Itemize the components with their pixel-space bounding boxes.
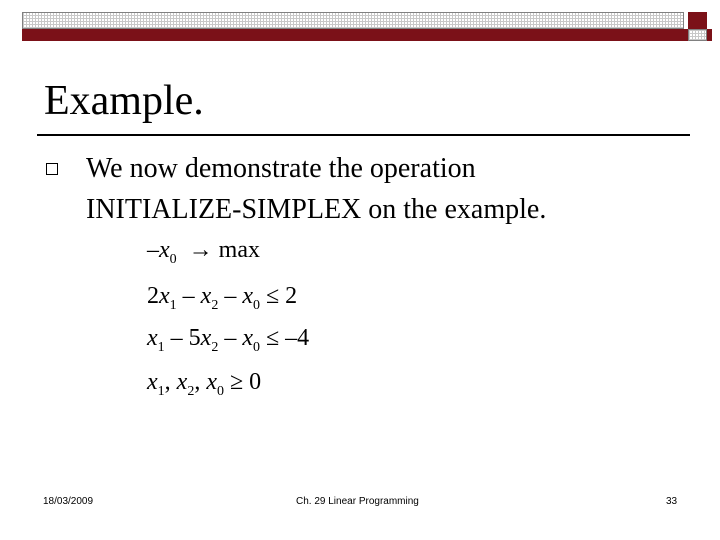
header-corner-grid [688, 29, 707, 41]
footer-course: Ch. 29 Linear Programming [296, 496, 419, 507]
slide-title: Example. [44, 78, 204, 124]
header-accent-bar [22, 29, 712, 41]
bullet-text [86, 148, 686, 230]
bullet-square-icon [46, 163, 58, 175]
objective-line: $-x_0 \to \max$ [147, 237, 260, 267]
constraint-2: $x_1 - 5x_2 - x_0 \le -4$ [147, 325, 310, 355]
footer-page-number: 33 [666, 496, 678, 507]
footer-date: 18/03/2009 [43, 496, 94, 507]
bullet-line-2: INITIALIZE-SIMPLEX on the example. [86, 194, 547, 225]
header-grid-band [22, 12, 684, 29]
header-corner-square [688, 12, 707, 29]
nonnegativity-constraint: $x_1$, $x_2$, $x_0 \ge 0$ [147, 369, 262, 399]
constraint-1: $2x_1 - x_2 - x_0 \le 2$ [147, 283, 298, 313]
title-divider [37, 134, 690, 136]
bullet-line-1: We now demonstrate the operation [86, 153, 476, 184]
